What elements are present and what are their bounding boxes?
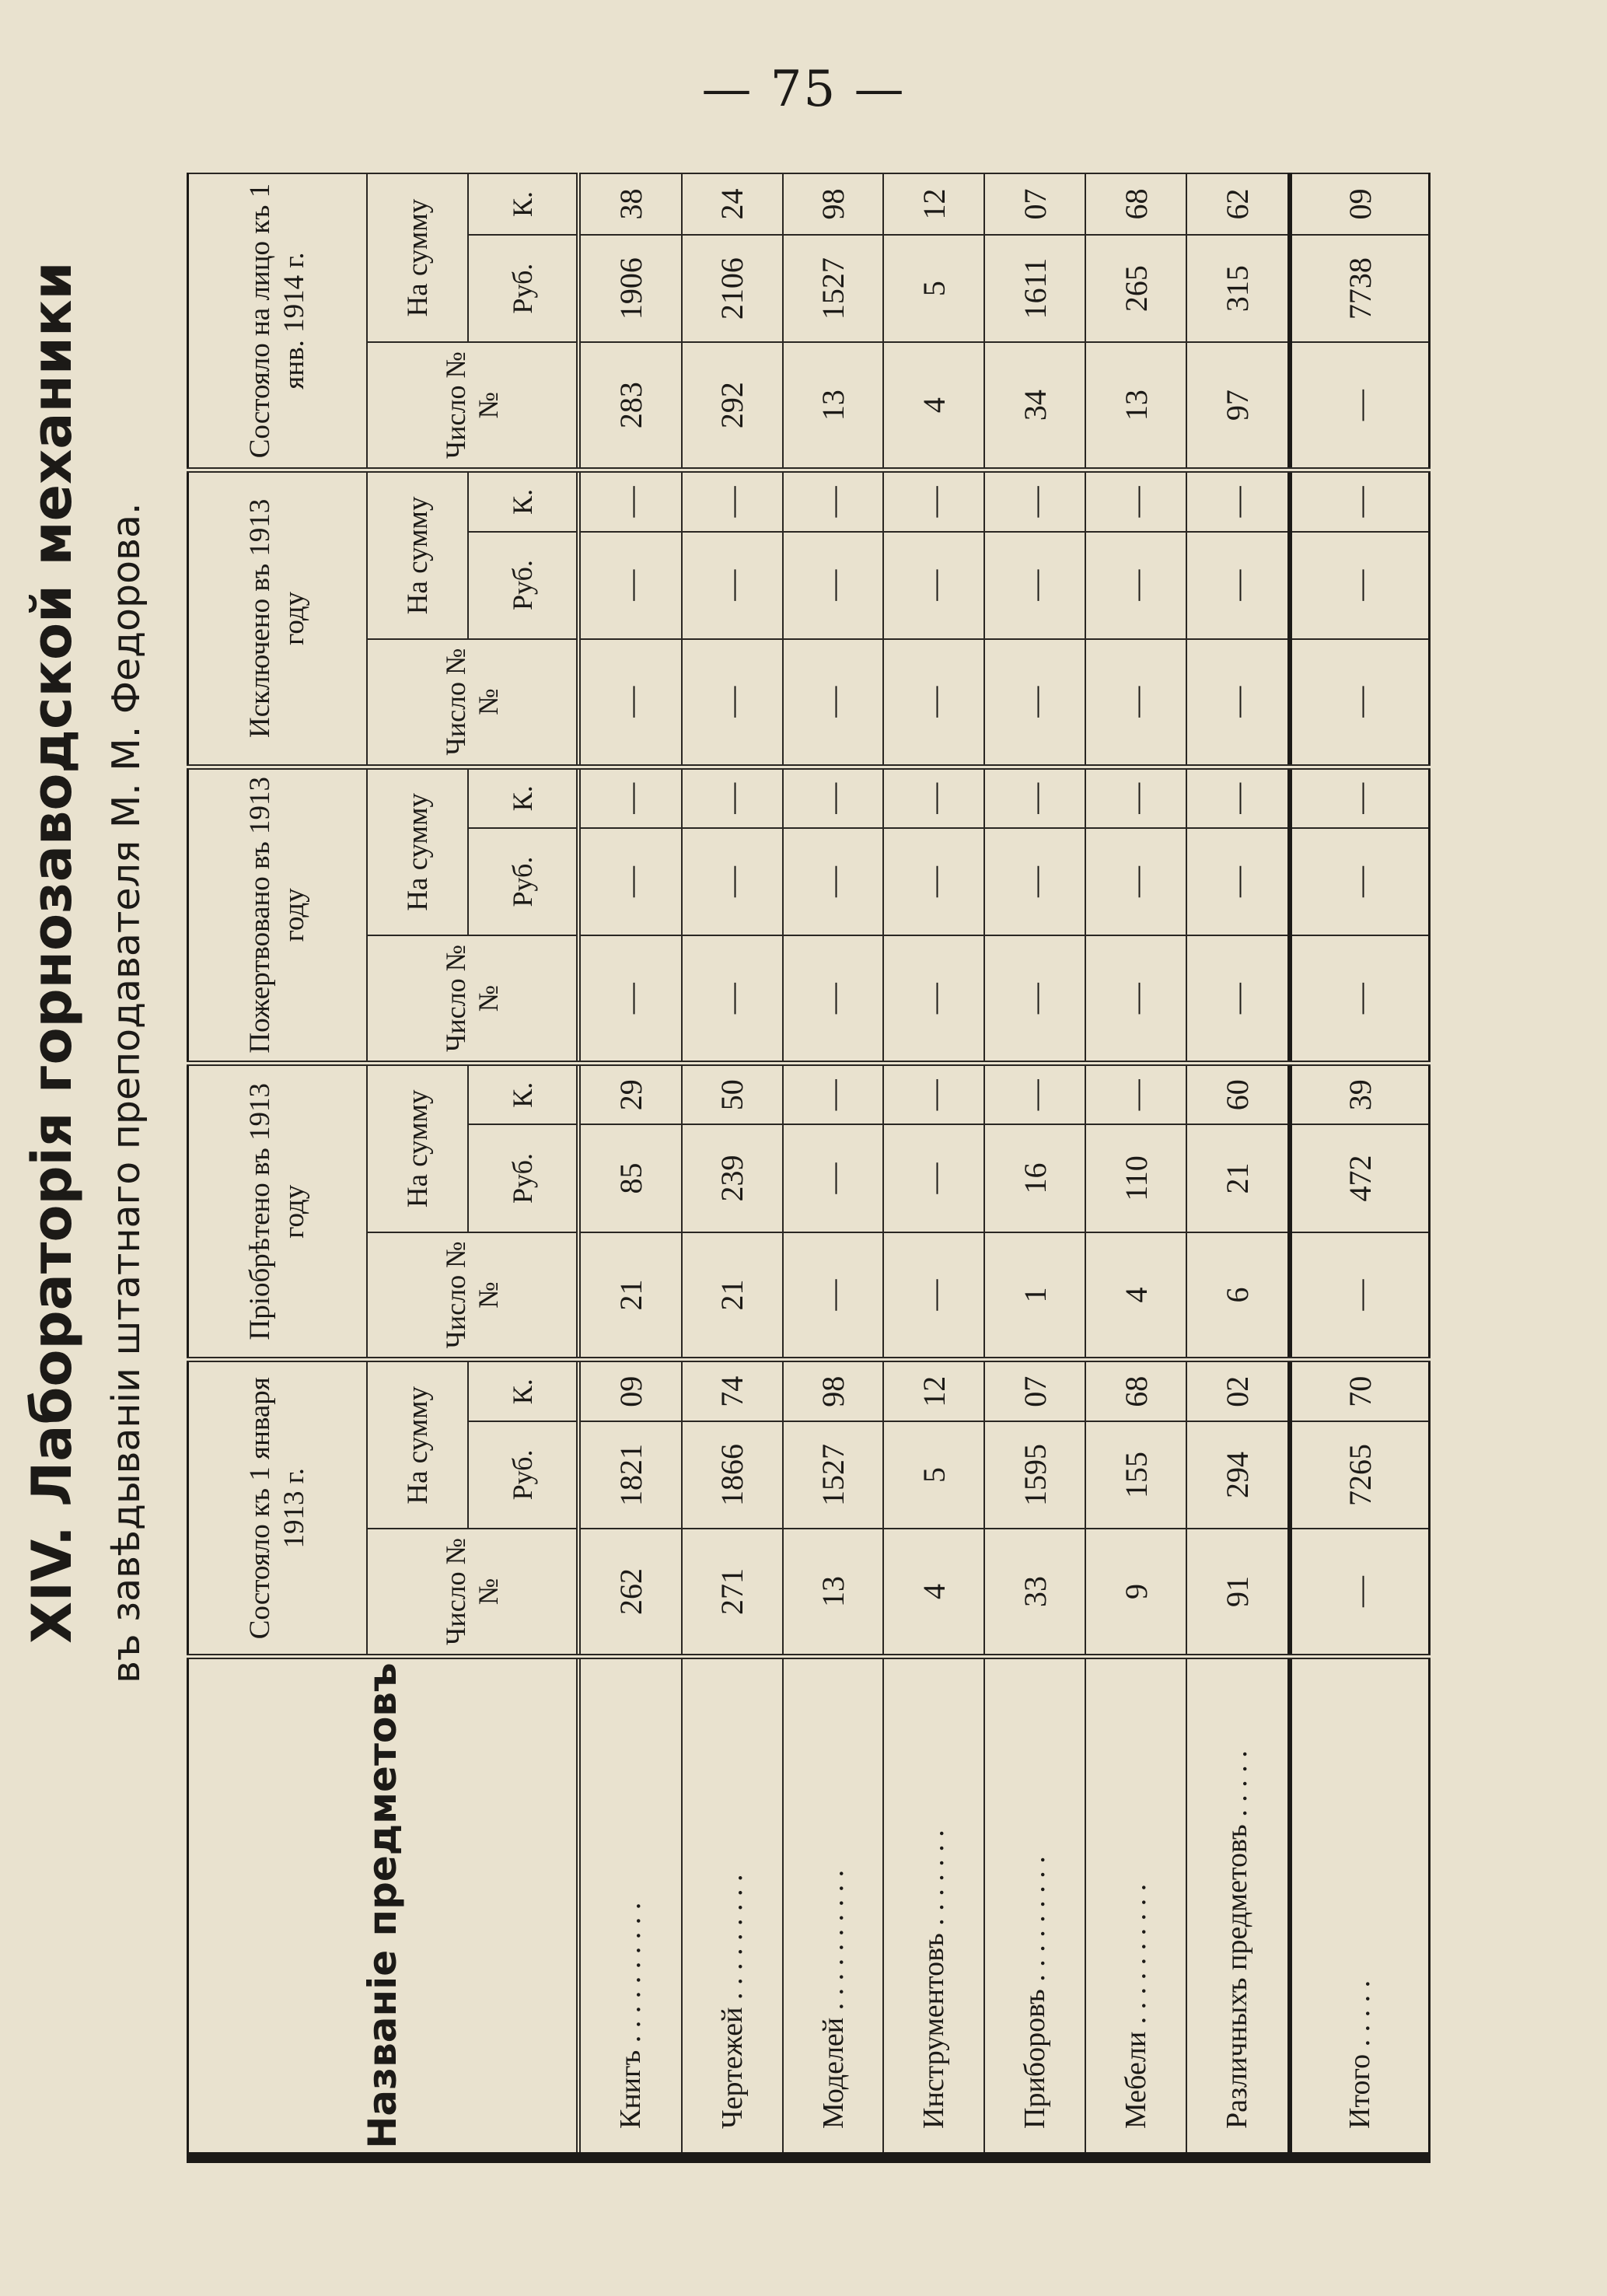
page-subtitle: въ завѣдываніи штатнаго преподавателя М. М. Федорова.	[104, 502, 148, 1683]
rub-cell: —	[1085, 532, 1186, 639]
rub-cell: 315	[1186, 235, 1290, 342]
count-cell: —	[1290, 639, 1430, 767]
count-cell: 33	[984, 1529, 1085, 1656]
rub-cell: —	[1085, 828, 1186, 935]
kop-cell: —	[1085, 767, 1186, 828]
count-cell: 1	[984, 1232, 1085, 1360]
count-cell: 13	[783, 342, 884, 470]
rub-cell: —	[1290, 828, 1430, 935]
page-title: XIV. Лабораторія горнозаводской механики	[20, 261, 84, 1644]
kop-cell: 24	[682, 173, 783, 235]
kop-cell: —	[1085, 470, 1186, 532]
kop-cell: —	[783, 1064, 884, 1125]
group-header-acquired-1913: Пріобрѣтено въ 1913 году	[188, 1064, 368, 1360]
kop-cell: —	[1186, 470, 1290, 532]
count-cell: —	[1290, 342, 1430, 470]
kop-cell: 98	[783, 1360, 884, 1421]
count-cell: 21	[578, 1232, 682, 1360]
count-cell: 4	[883, 1529, 984, 1656]
kop-cell: 60	[1186, 1064, 1290, 1125]
table-row	[1085, 173, 1186, 2158]
count-header: Число №№	[367, 935, 578, 1063]
count-cell: 34	[984, 342, 1085, 470]
kop-header: К.	[468, 470, 578, 532]
count-cell: —	[1290, 935, 1430, 1063]
kop-cell: 38	[578, 173, 682, 235]
count-cell: —	[984, 935, 1085, 1063]
group-header-donated-1913: Пожертвовано въ 1913 году	[188, 767, 368, 1063]
kop-header: К.	[468, 767, 578, 828]
rub-header: Руб.	[468, 532, 578, 639]
kop-cell: —	[883, 470, 984, 532]
rub-cell: —	[883, 532, 984, 639]
group-header-excluded-1913: Исключено въ 1913 году	[188, 470, 368, 767]
count-cell: —	[883, 1232, 984, 1360]
count-header: Число №№	[367, 1529, 578, 1656]
count-cell: 13	[1085, 342, 1186, 470]
count-cell: —	[883, 935, 984, 1063]
count-cell: 283	[578, 342, 682, 470]
item-name: Приборовъ . . . . . . . . .	[984, 1656, 1085, 2158]
kop-cell: 07	[984, 1360, 1085, 1421]
kop-cell: 68	[1085, 173, 1186, 235]
kop-cell: —	[1085, 1064, 1186, 1125]
sum-header: На сумму	[367, 767, 468, 935]
count-cell: —	[1085, 935, 1186, 1063]
item-name: Различныхъ предметовъ . . . . .	[1186, 1656, 1290, 2158]
table-row	[783, 173, 884, 2158]
rub-cell: 7265	[1290, 1421, 1430, 1529]
rub-cell: 110	[1085, 1124, 1186, 1232]
table-row	[578, 173, 682, 2158]
count-cell: 9	[1085, 1529, 1186, 1656]
count-cell: 21	[682, 1232, 783, 1360]
count-cell: —	[1290, 1232, 1430, 1360]
count-cell: 262	[578, 1529, 682, 1656]
rub-cell: —	[984, 532, 1085, 639]
kop-cell: 02	[1186, 1360, 1290, 1421]
rub-cell: 1821	[578, 1421, 682, 1529]
kop-cell: 29	[578, 1064, 682, 1125]
rub-cell: —	[1290, 532, 1430, 639]
kop-cell: 74	[682, 1360, 783, 1421]
rub-cell: 5	[883, 1421, 984, 1529]
rub-cell: —	[682, 532, 783, 639]
rub-cell: —	[783, 532, 884, 639]
rub-cell: 239	[682, 1124, 783, 1232]
count-header: Число №№	[367, 639, 578, 767]
count-cell: 13	[783, 1529, 884, 1656]
kop-cell: 68	[1085, 1360, 1186, 1421]
kop-header: К.	[468, 1360, 578, 1421]
count-cell: —	[1186, 935, 1290, 1063]
item-name: Инструментовъ . . . . . . .	[883, 1656, 984, 2158]
name-column-header: Названіе предметовъ	[188, 1656, 579, 2158]
rub-cell: —	[578, 828, 682, 935]
rub-cell: 1527	[783, 1421, 884, 1529]
count-cell: —	[578, 935, 682, 1063]
group-header-end-1914: Состояло на лицо къ 1 янв. 1914 г.	[188, 173, 368, 470]
rub-cell: 2106	[682, 235, 783, 342]
page-number: — 75 —	[701, 61, 906, 118]
rub-header: Руб.	[468, 1421, 578, 1529]
item-name: Мебели . . . . . . . . . .	[1085, 1656, 1186, 2158]
kop-cell: —	[883, 767, 984, 828]
kop-cell: 70	[1290, 1360, 1430, 1421]
count-cell: —	[1290, 1529, 1430, 1656]
rub-cell: 472	[1290, 1124, 1430, 1232]
kop-header: К.	[468, 1064, 578, 1125]
rub-cell: —	[1186, 532, 1290, 639]
sum-header: На сумму	[367, 173, 468, 342]
rub-cell: 5	[883, 235, 984, 342]
item-name: Моделей . . . . . . . . . .	[783, 1656, 884, 2158]
rub-header: Руб.	[468, 1124, 578, 1232]
rub-cell: —	[883, 1124, 984, 1232]
rub-cell: 1527	[783, 235, 884, 342]
kop-header: К.	[468, 173, 578, 235]
rub-cell: 7738	[1290, 235, 1430, 342]
kop-cell: —	[682, 767, 783, 828]
kop-cell: —	[984, 767, 1085, 828]
count-cell: —	[578, 639, 682, 767]
count-cell: —	[1186, 639, 1290, 767]
kop-cell: —	[783, 470, 884, 532]
rub-header: Руб.	[468, 235, 578, 342]
kop-cell: —	[984, 470, 1085, 532]
kop-cell: 50	[682, 1064, 783, 1125]
count-header: Число №№	[367, 342, 578, 470]
kop-cell: 98	[783, 173, 884, 235]
count-cell: —	[1085, 639, 1186, 767]
item-name: Чертежей . . . . . . . . .	[682, 1656, 783, 2158]
rub-cell: —	[682, 828, 783, 935]
kop-cell: 09	[1290, 173, 1430, 235]
kop-cell: —	[883, 1064, 984, 1125]
kop-cell: 07	[984, 173, 1085, 235]
count-cell: 97	[1186, 342, 1290, 470]
count-cell: 91	[1186, 1529, 1290, 1656]
rub-cell: 155	[1085, 1421, 1186, 1529]
count-cell: 292	[682, 342, 783, 470]
count-cell: —	[783, 1232, 884, 1360]
count-cell: 271	[682, 1529, 783, 1656]
count-cell: —	[783, 935, 884, 1063]
count-cell: 6	[1186, 1232, 1290, 1360]
kop-cell: —	[578, 470, 682, 532]
sum-header: На сумму	[367, 470, 468, 639]
rub-cell: —	[1186, 828, 1290, 935]
count-cell: —	[682, 935, 783, 1063]
kop-cell: —	[1186, 767, 1290, 828]
item-name: Книгъ . . . . . . . . . .	[578, 1656, 682, 2158]
rub-cell: —	[883, 828, 984, 935]
rub-cell: —	[783, 828, 884, 935]
table-row	[883, 173, 984, 2158]
total-row	[1290, 173, 1430, 2158]
kop-cell: 62	[1186, 173, 1290, 235]
kop-cell: 12	[883, 173, 984, 235]
group-header-start-1913: Состояло къ 1 января 1913 г.	[188, 1360, 368, 1656]
rub-cell: 1611	[984, 235, 1085, 342]
count-cell: —	[883, 639, 984, 767]
table-row	[1186, 173, 1290, 2158]
count-cell: 4	[883, 342, 984, 470]
kop-cell: —	[984, 1064, 1085, 1125]
count-cell: 4	[1085, 1232, 1186, 1360]
kop-cell: —	[783, 767, 884, 828]
count-cell: —	[682, 639, 783, 767]
rub-cell: —	[984, 828, 1085, 935]
rub-cell: 1595	[984, 1421, 1085, 1529]
rub-cell: 294	[1186, 1421, 1290, 1529]
kop-cell: —	[1290, 470, 1430, 532]
inventory-table-wrapper	[187, 173, 1431, 2163]
rub-cell: 1906	[578, 235, 682, 342]
table-row	[984, 173, 1085, 2158]
rub-cell: —	[578, 532, 682, 639]
kop-cell: 39	[1290, 1064, 1430, 1125]
kop-cell: —	[682, 470, 783, 532]
count-cell: —	[984, 639, 1085, 767]
table-header	[188, 173, 579, 2158]
kop-cell: 09	[578, 1360, 682, 1421]
rub-cell: 21	[1186, 1124, 1290, 1232]
rub-header: Руб.	[468, 828, 578, 935]
table-body	[578, 173, 1430, 2158]
table-row	[682, 173, 783, 2158]
rub-cell: 265	[1085, 235, 1186, 342]
kop-cell: —	[1290, 767, 1430, 828]
total-label: Итого . . . . .	[1290, 1656, 1430, 2158]
inventory-table	[187, 173, 1431, 2163]
kop-cell: —	[578, 767, 682, 828]
rub-cell: 85	[578, 1124, 682, 1232]
kop-cell: 12	[883, 1360, 984, 1421]
sum-header: На сумму	[367, 1064, 468, 1232]
count-cell: —	[783, 639, 884, 767]
rub-cell: 1866	[682, 1421, 783, 1529]
rub-cell: —	[783, 1124, 884, 1232]
count-header: Число №№	[367, 1232, 578, 1360]
rub-cell: 16	[984, 1124, 1085, 1232]
sum-header: На сумму	[367, 1360, 468, 1529]
